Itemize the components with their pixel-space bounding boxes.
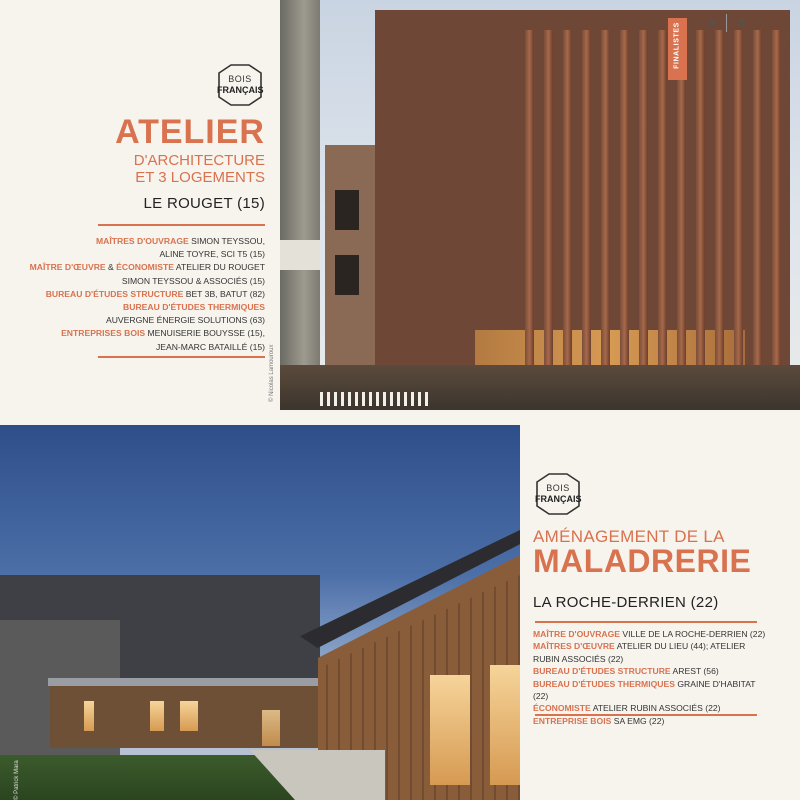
building-photo-maladrerie <box>0 425 520 800</box>
credit-line: BUREAU D'ÉTUDES THERMIQUES <box>123 302 265 313</box>
badge-line2: FRANÇAIS <box>217 85 264 95</box>
lit-doorway <box>262 710 280 746</box>
project1-subtitle <box>134 152 265 186</box>
side-window <box>335 255 359 295</box>
bois-francais-badge <box>535 472 581 516</box>
timber-fin <box>696 30 705 375</box>
divider-top <box>98 224 265 226</box>
timber-fin <box>753 30 762 375</box>
credit-line: ALINE TOYRE, SCI T5 (15) <box>159 249 265 260</box>
lawn <box>0 755 300 800</box>
credit-line: SIMON TEYSSOU & ASSOCIÉS (15) <box>121 275 265 286</box>
section-tab-label: FINALISTES <box>673 22 681 69</box>
project1-subtitle-line2: ET 3 LOGEMENTS <box>135 169 265 186</box>
badge-line1: BOIS <box>546 483 570 493</box>
project2-subtitle: AMÉNAGEMENT DE LA <box>533 527 725 546</box>
badge-line1: BOIS <box>228 74 252 84</box>
lit-window <box>84 701 94 731</box>
long-building-roof <box>48 678 323 686</box>
project2-place: LA ROCHE-DERRIEN (22) <box>533 594 719 611</box>
photo-credit-bottom: © Patrick Mara <box>14 760 20 800</box>
page-number-right: 35 <box>737 18 746 27</box>
credit-line: JEAN-MARC BATAILLÉ (15) <box>155 341 265 352</box>
credit-line: ENTREPRISE BOIS SA EMG (22) <box>533 715 665 726</box>
page-number-left: 34 <box>707 18 716 27</box>
divider-bottom <box>535 621 757 623</box>
timber-fin <box>639 30 648 375</box>
credit-line: BUREAU D'ÉTUDES THERMIQUES GRAINE D'HABITAT (22) <box>533 678 756 702</box>
timber-fin <box>582 30 591 375</box>
side-window <box>335 190 359 230</box>
credit-line: MAÎTRE D'ŒUVRE & ÉCONOMISTE ATELIER DU ROUGET <box>29 262 265 273</box>
project2-title: MALADRERIE <box>533 543 752 579</box>
glazed-facade <box>490 665 520 785</box>
credit-line: BUREAU D'ÉTUDES STRUCTURE BET 3B, BATUT (82) <box>45 288 265 299</box>
bois-francais-badge <box>217 63 263 107</box>
section-tab <box>668 18 687 80</box>
credit-line: AUVERGNE ÉNERGIE SOLUTIONS (63) <box>105 315 265 326</box>
badge-line2: FRANÇAIS <box>535 494 582 504</box>
divider-bottom-end <box>535 714 757 716</box>
credit-line: BUREAU D'ÉTUDES STRUCTURE AREST (56) <box>533 666 719 677</box>
credit-line: MAÎTRE D'OUVRAGE VILLE DE LA ROCHE-DERRIEN (22) <box>533 629 766 639</box>
timber-fin <box>734 30 743 375</box>
white-fence <box>320 392 430 406</box>
credit-line: ÉCONOMISTE ATELIER RUBIN ASSOCIÉS (22) <box>533 703 721 714</box>
credit-line: MAÎTRES D'OUVRAGE SIMON TEYSSOU, <box>95 236 265 246</box>
building-photo-atelier <box>280 0 800 410</box>
divider-top-bottom <box>98 356 265 358</box>
project1-subtitle-line1: D'ARCHITECTURE <box>133 152 265 169</box>
timber-fin <box>677 30 686 375</box>
credit-line: MAÎTRES D'ŒUVRE ATELIER DU LIEU (44); ATELIER <box>533 641 746 652</box>
page-number-divider <box>726 14 727 32</box>
neighbor-balcony <box>280 240 320 270</box>
timber-fin <box>658 30 667 375</box>
project1-title: ATELIER <box>115 113 265 151</box>
timber-fin <box>601 30 610 375</box>
timber-fin <box>525 30 534 375</box>
photo-credit-top: © Nicolas Lamouroux <box>269 344 275 402</box>
lit-window <box>180 701 198 731</box>
project2-credits <box>533 628 773 727</box>
timber-fin <box>715 30 724 375</box>
timber-fin <box>620 30 629 375</box>
project1-credits <box>0 235 265 354</box>
glazed-facade <box>430 675 470 785</box>
credit-line: RUBIN ASSOCIÉS (22) <box>533 653 624 664</box>
timber-fin <box>772 30 781 375</box>
project1-place: LE ROUGET (15) <box>143 195 265 212</box>
timber-fin <box>544 30 553 375</box>
neighbor-stone-tower <box>280 0 320 410</box>
lit-window <box>150 701 164 731</box>
credit-line: ENTREPRISES BOIS MENUISERIE BOUYSSE (15), <box>61 328 265 339</box>
timber-fin <box>563 30 572 375</box>
